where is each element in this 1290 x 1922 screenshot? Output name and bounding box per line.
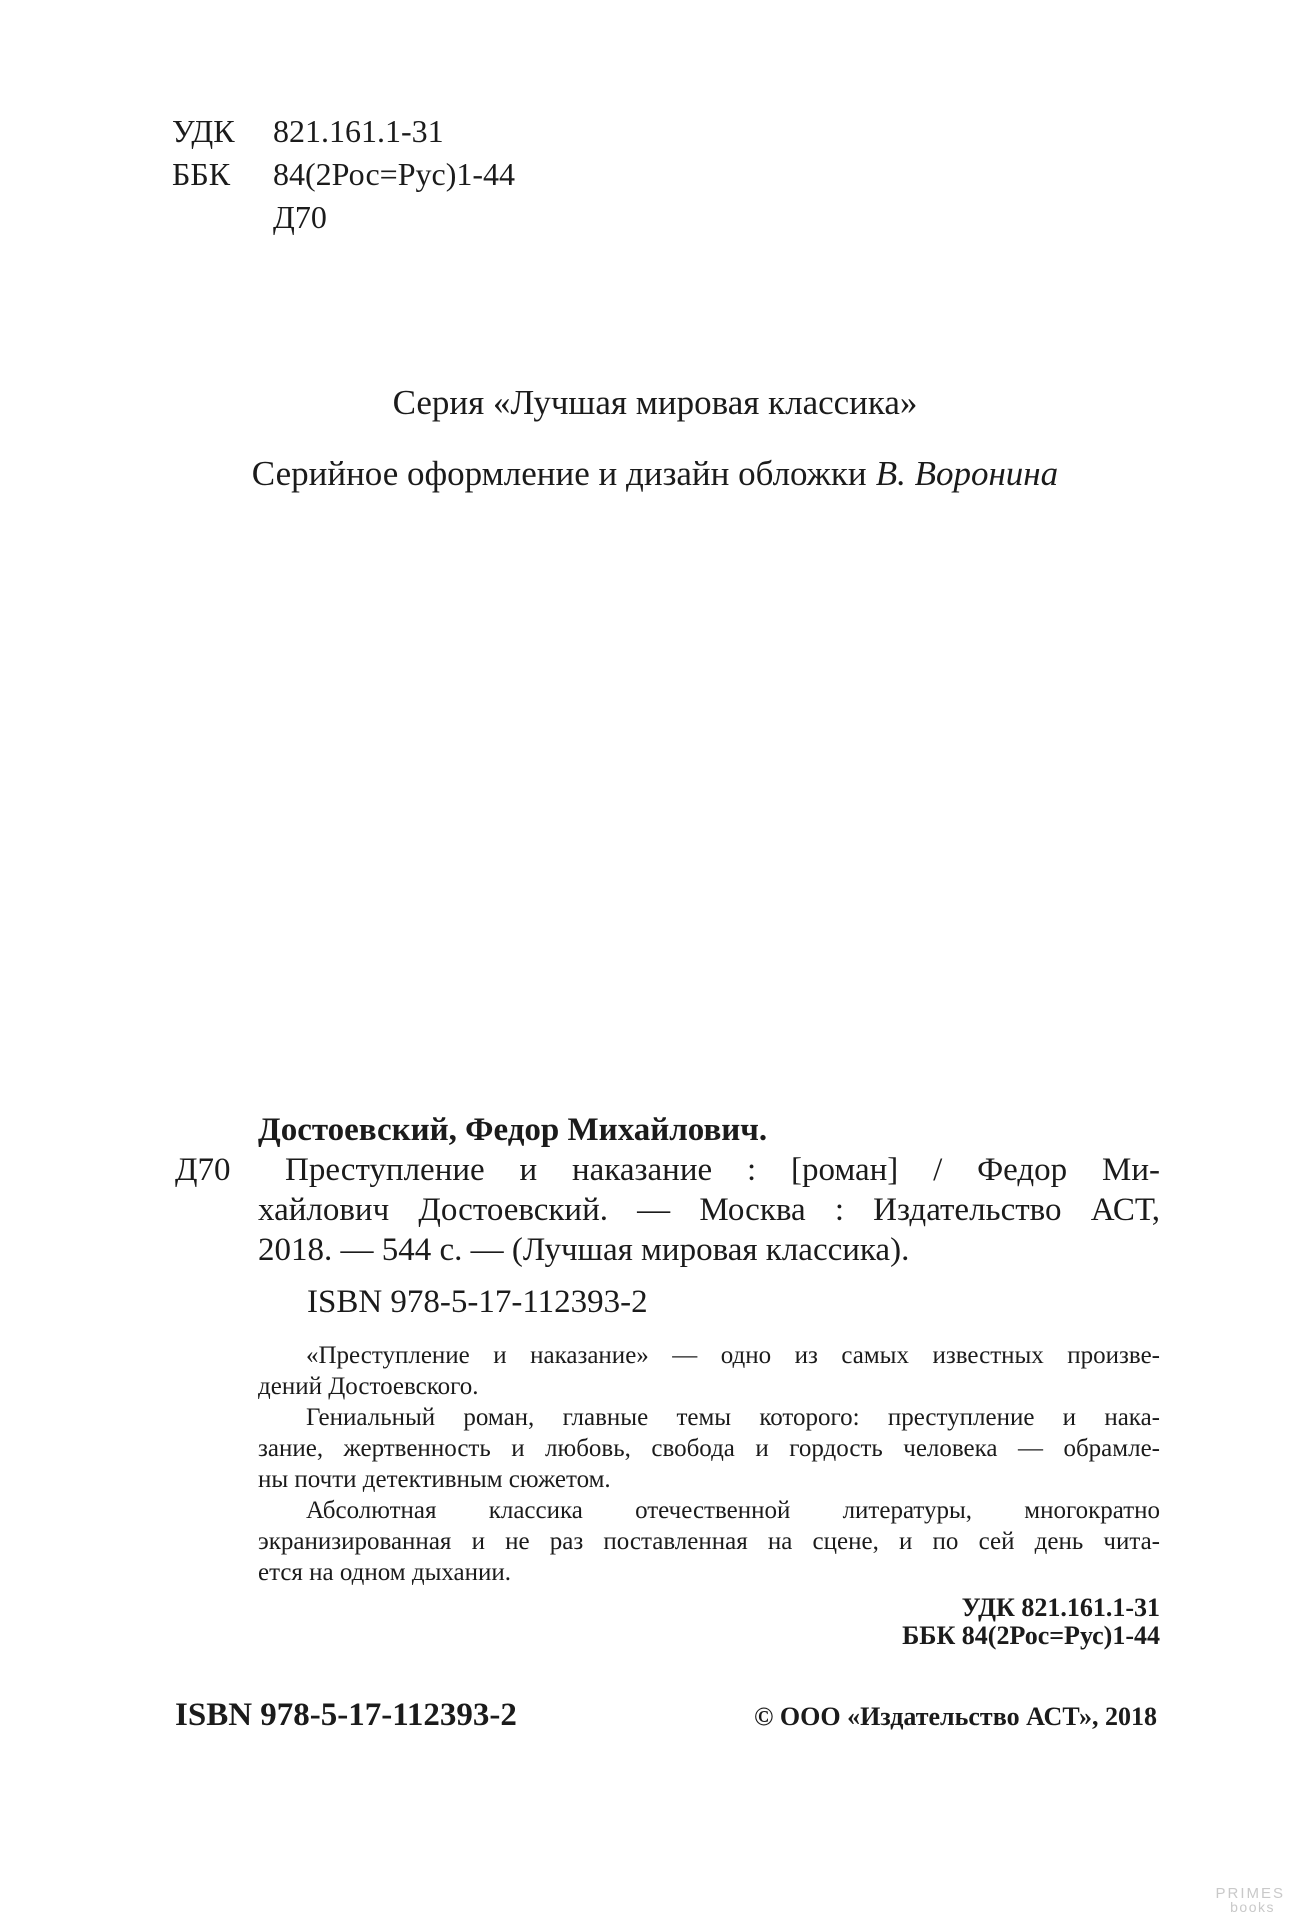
udk-value: 821.161.1-31 [273, 113, 444, 149]
author-sign-top: Д70 [273, 199, 327, 235]
catalog-record-line: хайлович Достоевский. — Москва : Издательство АСТ, [258, 1192, 1160, 1228]
udk-label: УДК [172, 113, 235, 149]
catalog-record-line: Преступление и наказание : [роман] / Федор Ми- [285, 1152, 1160, 1188]
udk-row [172, 110, 515, 153]
watermark-books: books [1230, 1899, 1275, 1915]
classification-codes-top [172, 110, 515, 239]
annotation-line: зание, жертвенность и любовь, свобода и гордость человека — обрамле- [258, 1435, 1160, 1462]
catalog-record-line: 2018. — 544 с. — (Лучшая мировая классика). [258, 1232, 910, 1268]
annotation-line: ется на одном дыхании. [258, 1559, 512, 1586]
footer-isbn: ISBN 978-5-17-112393-2 [175, 1697, 517, 1733]
footer-line [175, 1697, 1157, 1734]
annotation-line: Гениальный роман, главные темы которого: преступление и нака- [306, 1404, 1160, 1431]
watermark [1215, 1887, 1285, 1914]
series-title: Серия «Лучшая мировая классика» [392, 383, 918, 422]
bbk-code-bottom: ББК 84(2Рос=Рус)1-44 [902, 1621, 1160, 1650]
watermark-primes: PRIMES [1215, 1885, 1285, 1902]
annotation-line: ны почти детективным сюжетом. [258, 1466, 611, 1493]
author-sign-row [172, 196, 515, 239]
annotation-line: экранизированная и не раз поставленная на сцене, и по сей день чита- [258, 1528, 1160, 1555]
catalog-author: Достоевский, Федор Михайлович. [258, 1112, 768, 1148]
designer-name: В. Воронина [875, 454, 1059, 493]
design-credit [150, 452, 1160, 496]
bbk-row [172, 153, 515, 196]
annotation-line: «Преступление и наказание» — одно из самых известных произве- [306, 1342, 1160, 1369]
design-credit-text: Серийное оформление и дизайн обложки [251, 454, 867, 493]
isbn-number: ISBN 978-5-17-112393-2 [307, 1284, 648, 1320]
bbk-value: 84(2Рос=Рус)1-44 [273, 156, 516, 192]
annotation-line: Абсолютная классика отечественной литературы, многократно [306, 1497, 1160, 1524]
author-sign-spacer [172, 196, 273, 239]
annotation-block [258, 1340, 1160, 1588]
catalog-card [258, 1110, 1160, 1270]
classification-codes-bottom [902, 1594, 1160, 1650]
bbk-label: ББК [172, 156, 231, 192]
udk-code-bottom: УДК 821.161.1-31 [961, 1593, 1160, 1622]
annotation-line: дений Достоевского. [258, 1373, 479, 1400]
author-sign-margin: Д70 [175, 1152, 231, 1188]
copyright-notice: © ООО «Издательство АСТ», 2018 [753, 1702, 1157, 1731]
